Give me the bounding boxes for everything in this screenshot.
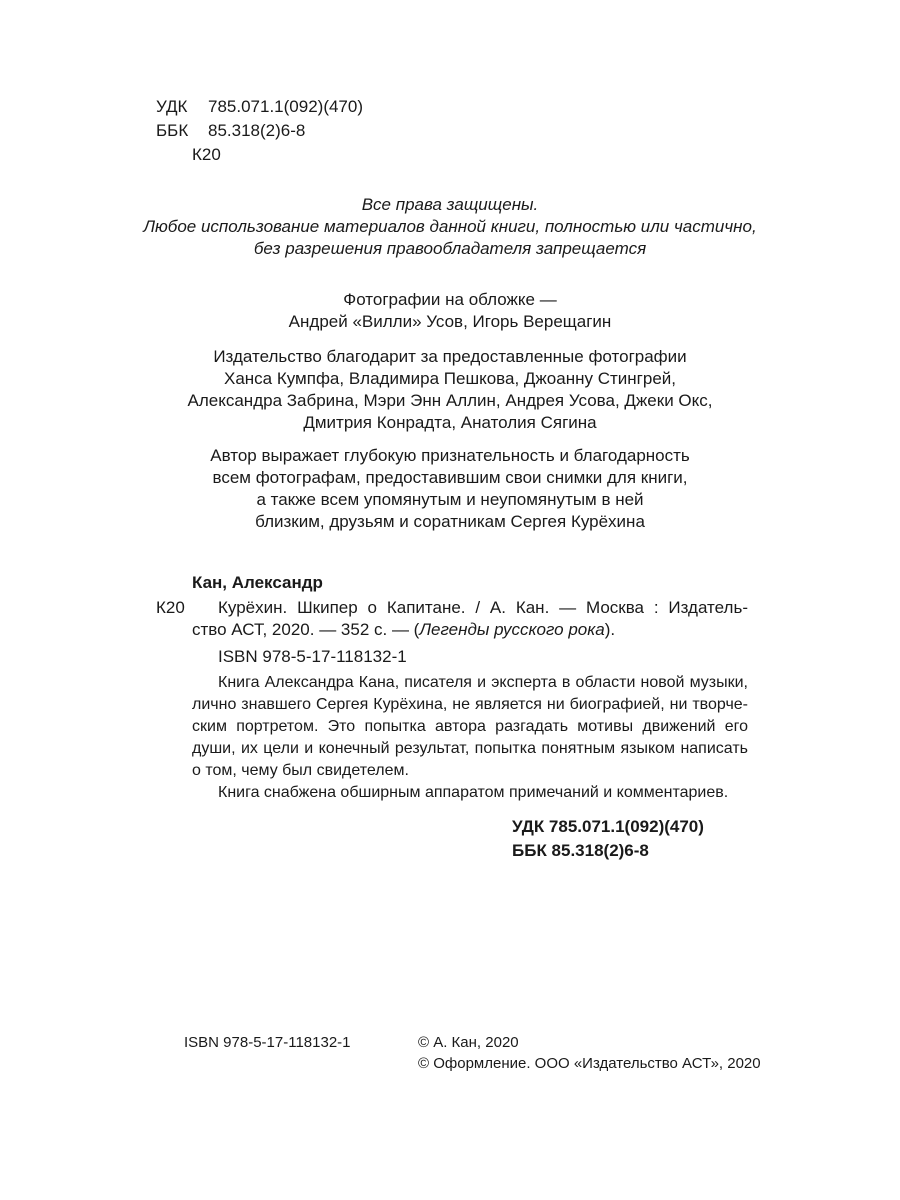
catalog-series: Легенды русского рока [419,620,605,639]
annotation-line-1: Книга Александра Кана, писателя и эксперта в области новой музыки, [218,674,748,691]
author-thanks-line-2: всем фотографам, предоставившим свои снимки для книги, [212,468,688,487]
rights-line-2: Любое использование материалов данной книги, полностью или частично, [143,217,757,236]
udk-label: УДК [156,97,188,116]
annotation-extra: Книга снабжена обширным аппаратом примечаний и комментариев. [218,784,729,801]
annotation-line-4: души, их цели и конечный результат, попытка понятным языком написать [192,740,748,757]
cover-photos-line-1: Фотографии на обложке — [343,290,557,309]
publisher-thanks-line-3: Александра Забрина, Мэри Энн Аллин, Андрея Усова, Джеки Окс, [187,391,713,410]
footer-isbn: ISBN 978-5-17-118132-1 [184,1034,351,1051]
annotation-line-5: о том, чему был свидетелем. [192,762,409,779]
catalog-author-heading: Кан, Александр [192,573,323,592]
catalog-udk: УДК 785.071.1(092)(470) [512,817,704,836]
udk-row [156,96,363,118]
annotation-line-2: лично знавшего Сергея Курёхина, не является ни биографией, ни творче- [192,696,748,713]
catalog-entry-line-2-end: ). [604,620,616,639]
publisher-thanks-line-1: Издательство благодарит за предоставленные фотографии [213,347,687,366]
bbk-label: ББК [156,121,189,140]
catalog-bbk: ББК 85.318(2)6-8 [512,841,649,860]
publisher-thanks-line-2: Ханса Кумпфа, Владимира Пешкова, Джоанну Стингрей, [223,369,676,388]
author-thanks-line-4: близким, друзьям и соратникам Сергея Курёхина [255,512,645,531]
annotation-line-3: ским портретом. Это попытка автора разгадать мотивы движений его [192,718,748,735]
rights-line-1: Все права защищены. [361,195,539,214]
rights-line-3: без разрешения правообладателя запрещается [253,239,647,258]
author-mark: К20 [192,145,221,164]
cover-photos-line-2: Андрей «Вилли» Усов, Игорь Верещагин [288,312,612,331]
udk-value: 785.071.1(092)(470) [208,97,364,116]
bbk-value: 85.318(2)6-8 [208,121,306,140]
catalog-entry-line-2-start: ство АСТ, 2020. — 352 с. — ( [192,620,420,639]
catalog-mark: К20 [156,598,185,617]
catalog-isbn: ISBN 978-5-17-118132-1 [218,647,407,666]
author-thanks-line-1: Автор выражает глубокую признательность и благодарность [210,446,690,465]
footer-copyright-author: © А. Кан, 2020 [418,1034,519,1051]
publisher-thanks-line-4: Дмитрия Конрадта, Анатолия Сягина [303,413,597,432]
catalog-entry-line-2 [192,619,615,641]
catalog-entry-line-1: Курёхин. Шкипер о Капитане. / А. Кан. — Москва : Издатель- [218,598,748,617]
footer-copyright-design: © Оформление. ООО «Издательство АСТ», 2020 [418,1055,761,1072]
bbk-row [156,120,305,142]
author-thanks-line-3: а также всем упомянутым и неупомянутым в ней [256,490,644,509]
